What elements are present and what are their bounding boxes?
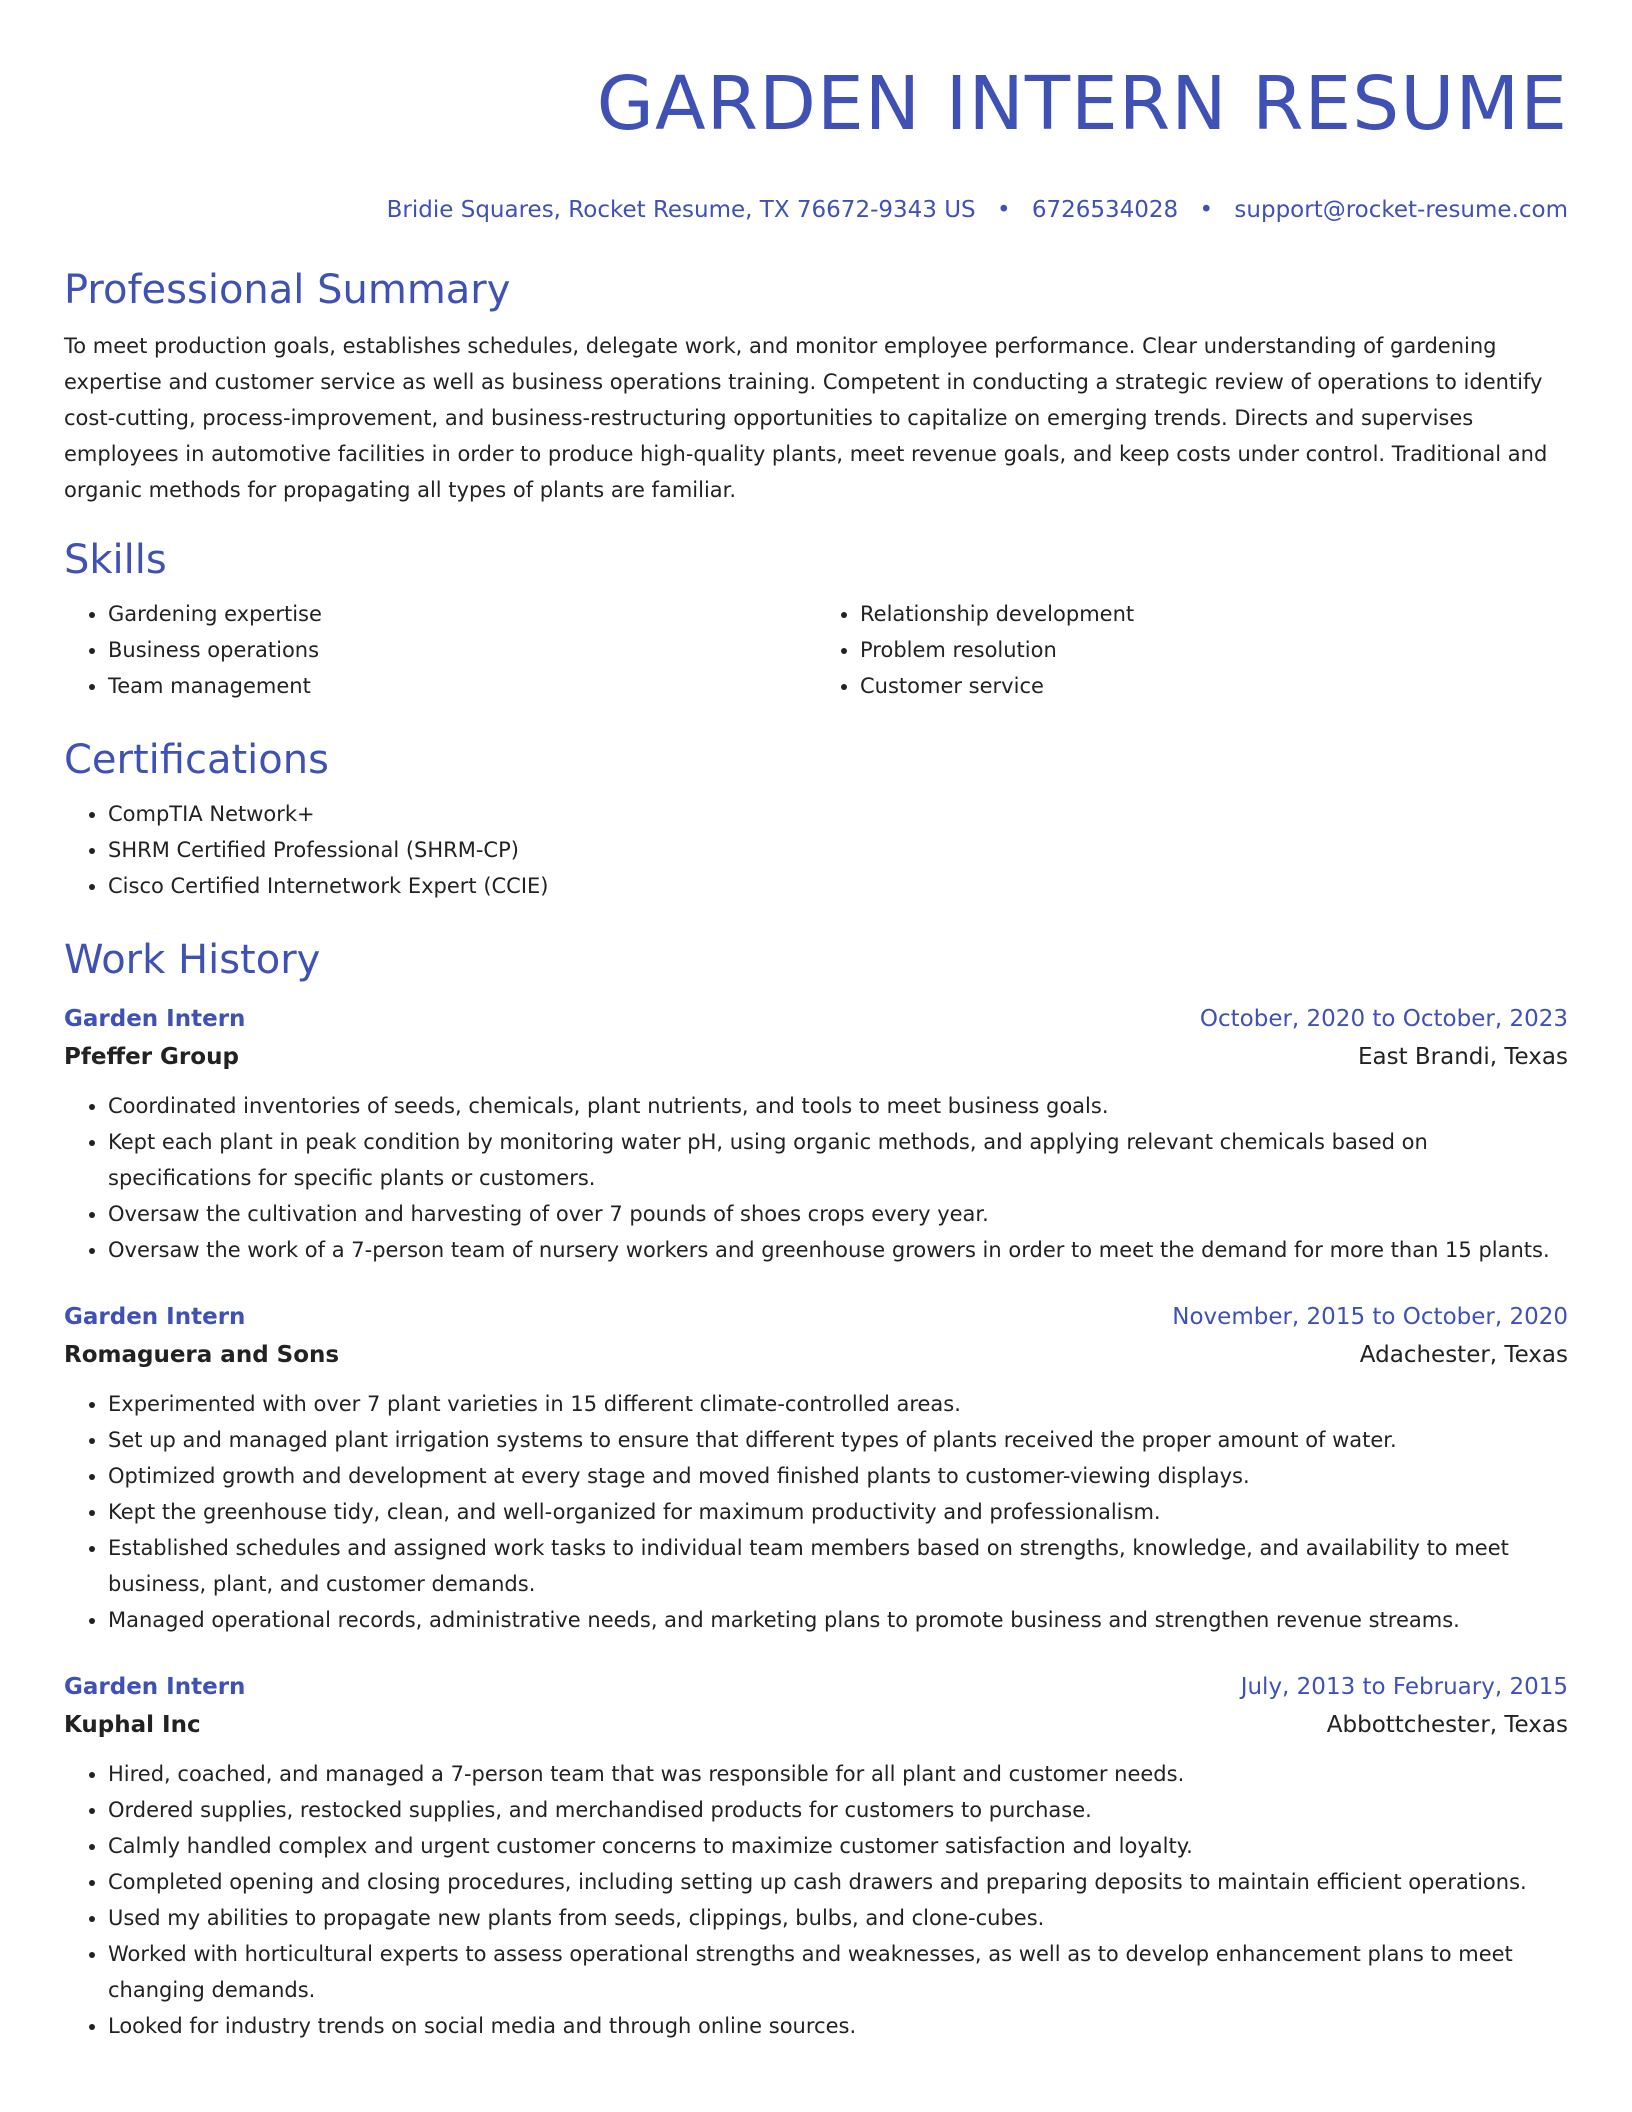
job-header-row xyxy=(64,1668,1568,1706)
job-duties-list xyxy=(64,1386,1568,1638)
job-header-row xyxy=(64,1298,1568,1336)
job-duty: • Optimized growth and development at every stage and moved finished plants to customer-viewing displays. xyxy=(108,1458,1568,1494)
certifications-heading: Certifications xyxy=(64,737,329,783)
contact-email[interactable]: support@rocket-resume.com xyxy=(1234,197,1568,223)
job-title: Garden Intern xyxy=(64,1674,246,1700)
skills-list xyxy=(64,596,1568,704)
skill-item: • Gardening expertise xyxy=(108,596,816,632)
job-duty: • Kept the greenhouse tidy, clean, and well-organized for maximum productivity and professionalism. xyxy=(108,1494,1568,1530)
job-dates: July, 2013 to February, 2015 xyxy=(1240,1674,1568,1700)
skill-item: • Problem resolution xyxy=(860,632,1568,668)
certification-item: • CompTIA Network+ xyxy=(108,796,1568,832)
skills-column-right xyxy=(816,596,1568,704)
job-duty: • Managed operational records, administrative needs, and marketing plans to promote business and strengthen revenue streams. xyxy=(108,1602,1568,1638)
job-dates: October, 2020 to October, 2023 xyxy=(1199,1006,1568,1032)
skills-column-left xyxy=(64,596,816,704)
job-duty: • Kept each plant in peak condition by monitoring water pH, using organic methods, and applying relevant chemicals based on specifications for specific plants or customers. xyxy=(108,1124,1568,1196)
job-duty: • Looked for industry trends on social media and through online sources. xyxy=(108,2008,1568,2044)
contact-phone: 6726534028 xyxy=(1031,197,1179,223)
job-company: Romaguera and Sons xyxy=(64,1342,340,1368)
job-duty: • Ordered supplies, restocked supplies, and merchandised products for customers to purchase. xyxy=(108,1792,1568,1828)
contact-line xyxy=(64,194,1568,226)
resume-title: GARDEN INTERN RESUME xyxy=(596,61,1568,147)
job-duty: • Set up and managed plant irrigation systems to ensure that different types of plants received the proper amount of water. xyxy=(108,1422,1568,1458)
job-location: Adachester, Texas xyxy=(1359,1342,1568,1368)
skill-item: • Relationship development xyxy=(860,596,1568,632)
job-company: Kuphal Inc xyxy=(64,1712,201,1738)
contact-separator: • xyxy=(1199,197,1214,223)
job-duties-list xyxy=(64,1756,1568,2044)
certification-item: • SHRM Certified Professional (SHRM-CP) xyxy=(108,832,1568,868)
work-history-heading: Work History xyxy=(64,937,321,983)
job-entry xyxy=(64,1298,1568,1638)
certifications-list xyxy=(64,796,1568,904)
contact-address: Bridie Squares, Rocket Resume, TX 76672-9343 US xyxy=(386,197,976,223)
job-header-row xyxy=(64,1000,1568,1038)
job-duty: • Experimented with over 7 plant varieties in 15 different climate-controlled areas. xyxy=(108,1386,1568,1422)
skill-item: • Customer service xyxy=(860,668,1568,704)
contact-separator: • xyxy=(996,197,1011,223)
job-company: Pfeffer Group xyxy=(64,1044,239,1070)
job-dates: November, 2015 to October, 2020 xyxy=(1172,1304,1568,1330)
job-company-row xyxy=(64,1038,1568,1076)
certification-item: • Cisco Certified Internetwork Expert (CCIE) xyxy=(108,868,1568,904)
skill-item: • Team management xyxy=(108,668,816,704)
job-duty: • Hired, coached, and managed a 7-person team that was responsible for all plant and customer needs. xyxy=(108,1756,1568,1792)
summary-heading: Professional Summary xyxy=(64,267,511,313)
job-company-row xyxy=(64,1336,1568,1374)
job-title: Garden Intern xyxy=(64,1006,246,1032)
job-duty: • Coordinated inventories of seeds, chemicals, plant nutrients, and tools to meet business goals. xyxy=(108,1088,1568,1124)
job-title: Garden Intern xyxy=(64,1304,246,1330)
summary-text: To meet production goals, establishes schedules, delegate work, and monitor employee performance. Clear understanding of gardening expertise and customer service as well as business operations training. Competent in conducting a strategic review of operations to identify cost-cutting, process-improvement, and business-restructuring opportunities to capitalize on emerging trends. Directs and supervises employees in automotive facilities in order to produce high-quality plants, meet revenue goals, and keep costs under control. Traditional and organic methods for propagating all types of plants are familiar. xyxy=(64,334,1548,502)
job-duty: • Calmly handled complex and urgent customer concerns to maximize customer satisfaction and loyalty. xyxy=(108,1828,1568,1864)
job-entry xyxy=(64,1668,1568,2044)
job-entry xyxy=(64,1000,1568,1268)
job-duty: • Worked with horticultural experts to assess operational strengths and weaknesses, as well as to develop enhancement plans to meet changing demands. xyxy=(108,1936,1568,2008)
skill-item: • Business operations xyxy=(108,632,816,668)
job-company-row xyxy=(64,1706,1568,1744)
job-location: Abbottchester, Texas xyxy=(1326,1712,1568,1738)
skills-heading: Skills xyxy=(64,537,167,583)
job-duty: • Established schedules and assigned work tasks to individual team members based on strengths, knowledge, and availability to meet business, plant, and customer demands. xyxy=(108,1530,1568,1602)
job-duty: • Oversaw the work of a 7-person team of nursery workers and greenhouse growers in order to meet the demand for more than 15 plants. xyxy=(108,1232,1568,1268)
job-duties-list xyxy=(64,1088,1568,1268)
job-duty: • Completed opening and closing procedures, including setting up cash drawers and preparing deposits to maintain efficient operations. xyxy=(108,1864,1568,1900)
job-location: East Brandi, Texas xyxy=(1357,1044,1568,1070)
job-duty: • Oversaw the cultivation and harvesting of over 7 pounds of shoes crops every year. xyxy=(108,1196,1568,1232)
job-duty: • Used my abilities to propagate new plants from seeds, clippings, bulbs, and clone-cubes. xyxy=(108,1900,1568,1936)
